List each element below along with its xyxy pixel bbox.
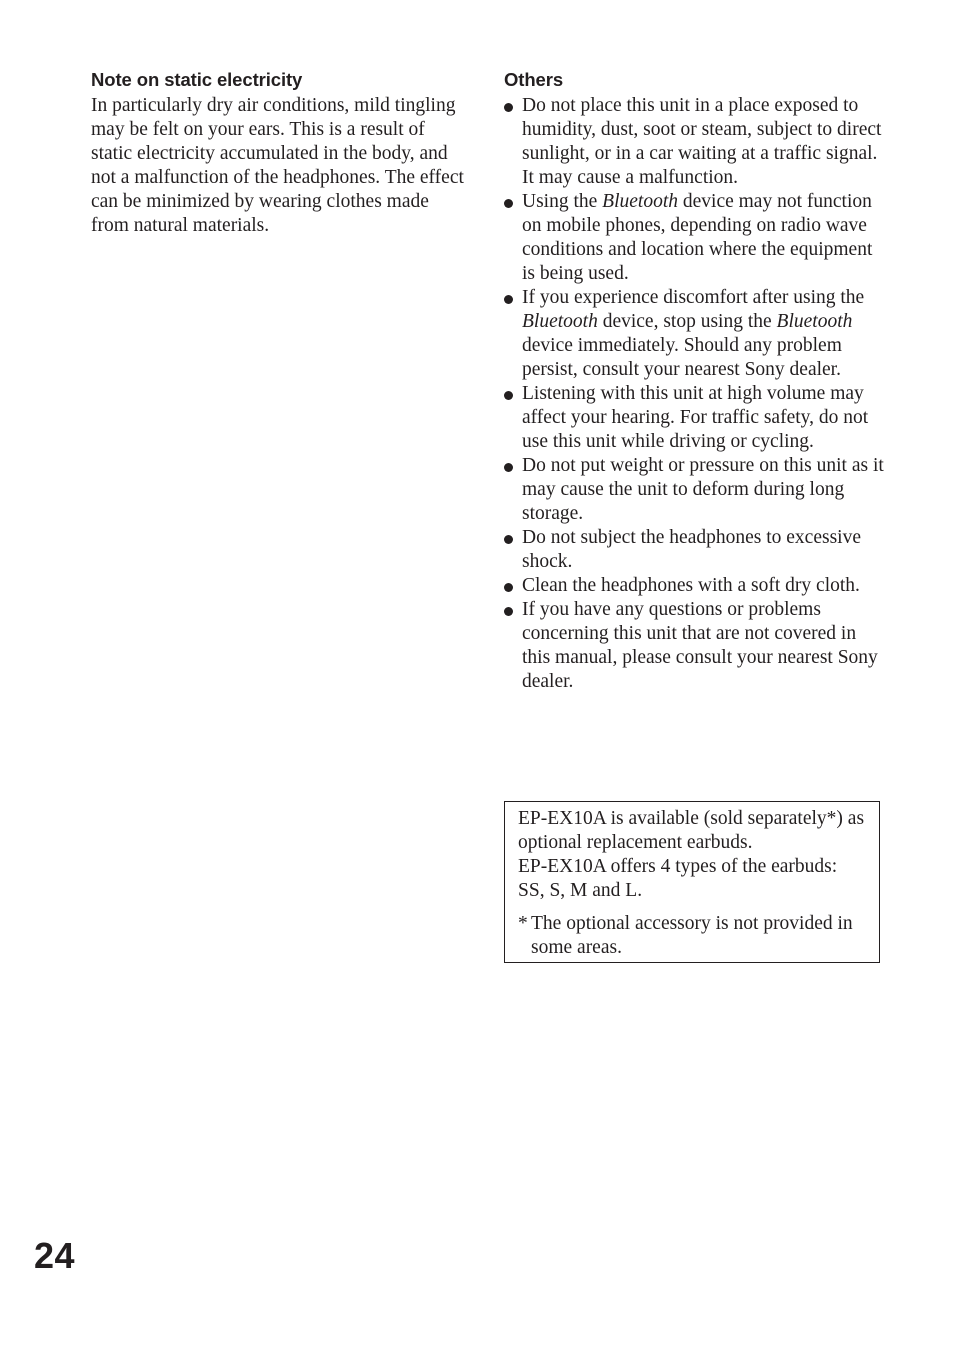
bullet-italic-term: Bluetooth [522,311,598,332]
bullet-text: Do not place this unit in a place exposed to humidity, dust, soot or steam, subject to direct sunlight, or in a car waiting at a traffic signal. It may cause a malfunction. [522,95,882,188]
footnote-text: The optional accessory is not provided in some areas. [531,913,853,958]
bullet-text: Do not put weight or pressure on this unit as it may cause the unit to deform during long storage. [522,455,884,524]
footnote-asterisk: * [518,913,528,934]
bullet-text: device immediately. Should any problem persist, consult your nearest Sony dealer. [522,335,842,380]
bullet-item [504,454,884,526]
page-number: 24 [34,1235,76,1276]
bullet-text: If you experience discomfort after using the [522,287,865,308]
bullet-text: If you have any questions or problems concerning this unit that are not covered in this manual, please consult your nearest Sony dealer. [522,599,878,692]
bullet-dot-icon [504,391,513,400]
bullet-dot-icon [504,199,513,208]
bullet-dot-icon [504,103,513,112]
replacement-earbuds-note-box [504,801,880,963]
section-heading-others: Others [504,69,564,90]
bullet-item [504,286,884,382]
others-section [504,68,884,694]
bullet-text: Do not subject the headphones to excessive shock. [522,527,861,572]
static-electricity-body: In particularly dry air conditions, mild tingling may be felt on your ears. This is a result of static electricity accumulated in the body, and not a malfunction of the headphones. The effect can be minimized by wearing clothes made from natural materials. [91,95,464,236]
bullet-item [504,574,884,598]
bullet-item [504,190,884,286]
static-electricity-section [91,68,467,238]
bullet-dot-icon [504,607,513,616]
bullet-item [504,526,884,574]
others-bullet-list [504,94,884,694]
section-heading-static-electricity: Note on static electricity [91,69,303,90]
bullet-text: device, stop using the [597,311,777,332]
note-footnote [518,912,866,960]
note-availability-text: EP-EX10A is available (sold separately*) as optional replacement earbuds. [518,808,865,853]
bullet-item [504,382,884,454]
bullet-text: Using the [522,191,603,212]
bullet-dot-icon [504,583,513,592]
bullet-text: Listening with this unit at high volume may affect your hearing. For traffic safety, do not use this unit while driving or cycling. [522,383,869,452]
bullet-text: device may not function on mobile phones, depending on radio wave conditions and location where the equipment is being used. [522,191,873,284]
bullet-text: Clean the headphones with a soft dry cloth. [522,575,860,596]
bullet-italic-term: Bluetooth [776,311,853,332]
bullet-italic-term: Bluetooth [602,191,678,212]
bullet-dot-icon [504,535,513,544]
bullet-dot-icon [504,295,513,304]
bullet-item [504,94,884,190]
bullet-dot-icon [504,463,513,472]
bullet-item [504,598,884,694]
note-earbud-types-text: EP-EX10A offers 4 types of the earbuds: SS, S, M and L. [518,856,838,901]
